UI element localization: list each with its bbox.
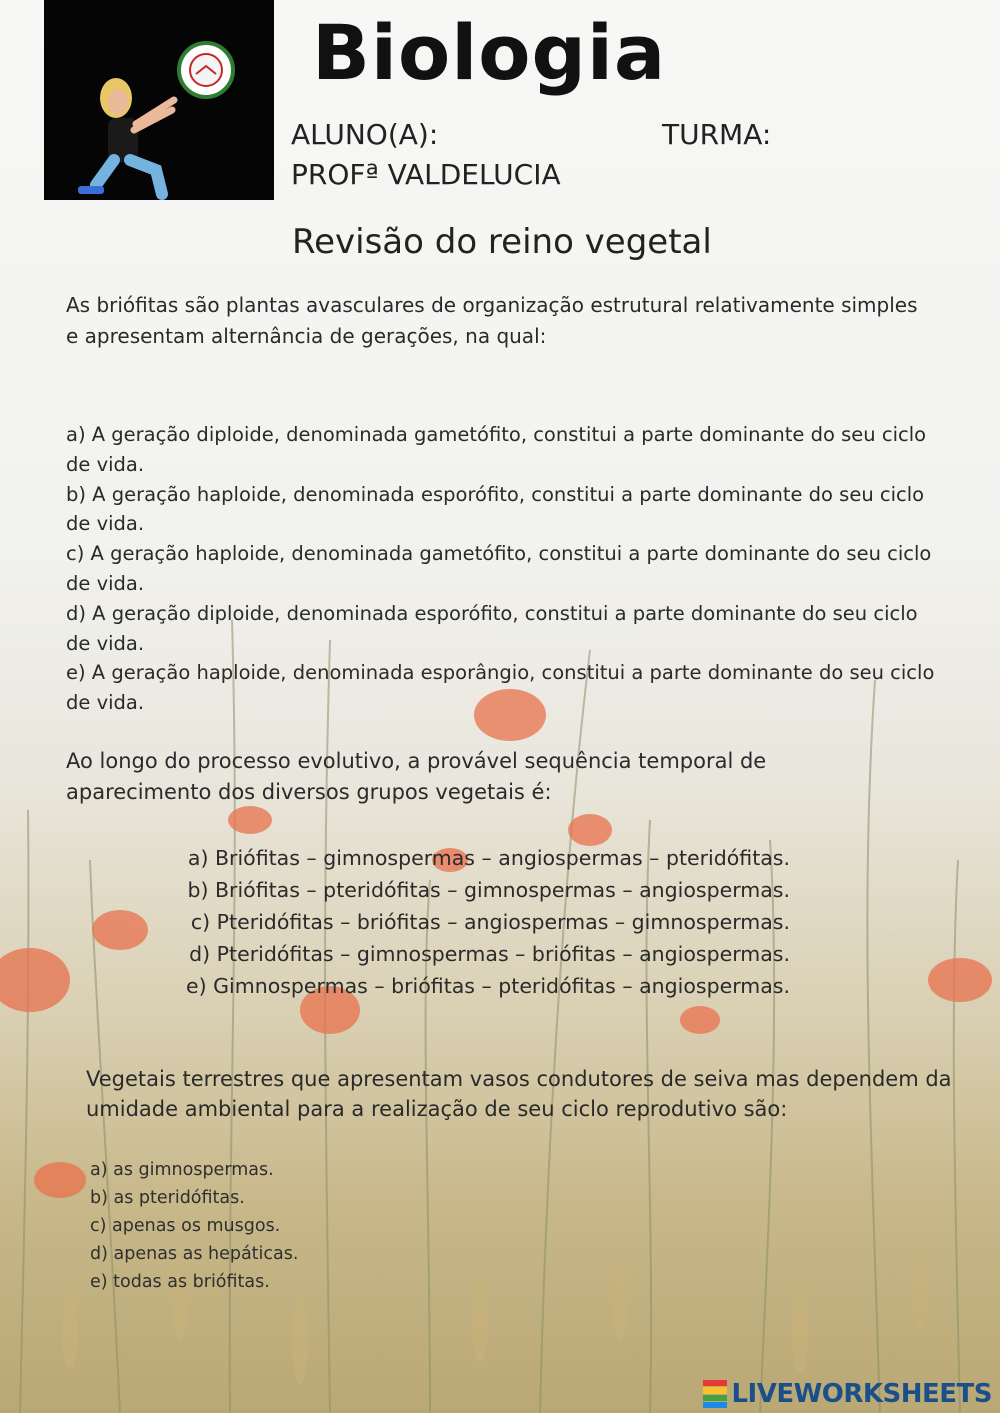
question-3-options	[90, 1156, 490, 1296]
question-1-option-a[interactable]: a) A geração diploide, denominada gametófito, constitui a parte dominante do seu ciclo de vida.	[66, 423, 927, 476]
liveworksheets-brand[interactable]	[703, 1379, 992, 1409]
question-1-prompt: As briófitas são plantas avasculares de organização estrutural relativamente simples e apresentam alternância de gerações, na qual:	[66, 293, 918, 348]
question-2-option-c[interactable]: c) Pteridófitas – briófitas – angiospermas – gimnospermas.	[190, 910, 790, 934]
page-title: Biologia	[312, 8, 667, 97]
class-label: TURMA:	[662, 118, 772, 151]
question-1-options	[66, 420, 936, 718]
question-3-option-a[interactable]: a) as gimnospermas.	[90, 1160, 274, 1180]
worksheet-subtitle: Revisão do reino vegetal	[292, 222, 712, 262]
brand-text: LIVEWORKSHEETS	[731, 1379, 992, 1409]
question-3-prompt: Vegetais terrestres que apresentam vasos condutores de seiva mas dependem da umidade ambiental para a realização de seu ciclo reprodutivo são:	[86, 1067, 952, 1121]
question-1-option-b[interactable]: b) A geração haploide, denominada esporófito, constitui a parte dominante do seu ciclo de vida.	[66, 482, 925, 536]
question-2-option-e[interactable]: e) Gimnospermas – briófitas – pteridófitas – angiospermas.	[186, 974, 790, 998]
question-2-option-b[interactable]: b) Briófitas – pteridófitas – gimnospermas – angiospermas.	[187, 878, 790, 902]
logo-panel	[44, 0, 274, 200]
brand-mark-bar	[703, 1387, 727, 1393]
brand-mark-bar	[703, 1395, 727, 1401]
student-name-label: ALUNO(A):	[291, 118, 439, 151]
teacher-name: PROFª VALDELUCIA	[291, 158, 561, 191]
question-3-option-b[interactable]: b) as pteridófitas.	[90, 1188, 245, 1208]
question-3-option-c[interactable]: c) apenas os musgos.	[90, 1216, 281, 1236]
question-1-option-d[interactable]: d) A geração diploide, denominada esporófito, constitui a parte dominante do seu ciclo de vida.	[66, 601, 918, 655]
question-2-option-d[interactable]: d) Pteridófitas – gimnospermas – briófitas – angiospermas.	[189, 942, 790, 966]
question-2-prompt: Ao longo do processo evolutivo, a provável sequência temporal de aparecimento dos diversos grupos vegetais é:	[66, 749, 767, 804]
question-3-option-e[interactable]: e) todas as briófitas.	[90, 1272, 270, 1292]
brand-mark-bar	[703, 1380, 727, 1386]
question-1-option-c[interactable]: c) A geração haploide, denominada gametófito, constitui a parte dominante do seu ciclo de vida.	[66, 542, 932, 595]
question-3-option-d[interactable]: d) apenas as hepáticas.	[90, 1244, 299, 1264]
question-2-option-a[interactable]: a) Briófitas – gimnospermas – angiospermas – pteridófitas.	[187, 846, 790, 870]
brand-mark-bar	[703, 1402, 727, 1408]
question-1-option-e[interactable]: e) A geração haploide, denominada esporângio, constitui a parte dominante do seu ciclo de vida.	[66, 661, 935, 715]
question-2-options	[150, 842, 790, 1002]
liveworksheets-logo-icon	[703, 1380, 727, 1408]
school-logo-icon	[44, 0, 274, 200]
